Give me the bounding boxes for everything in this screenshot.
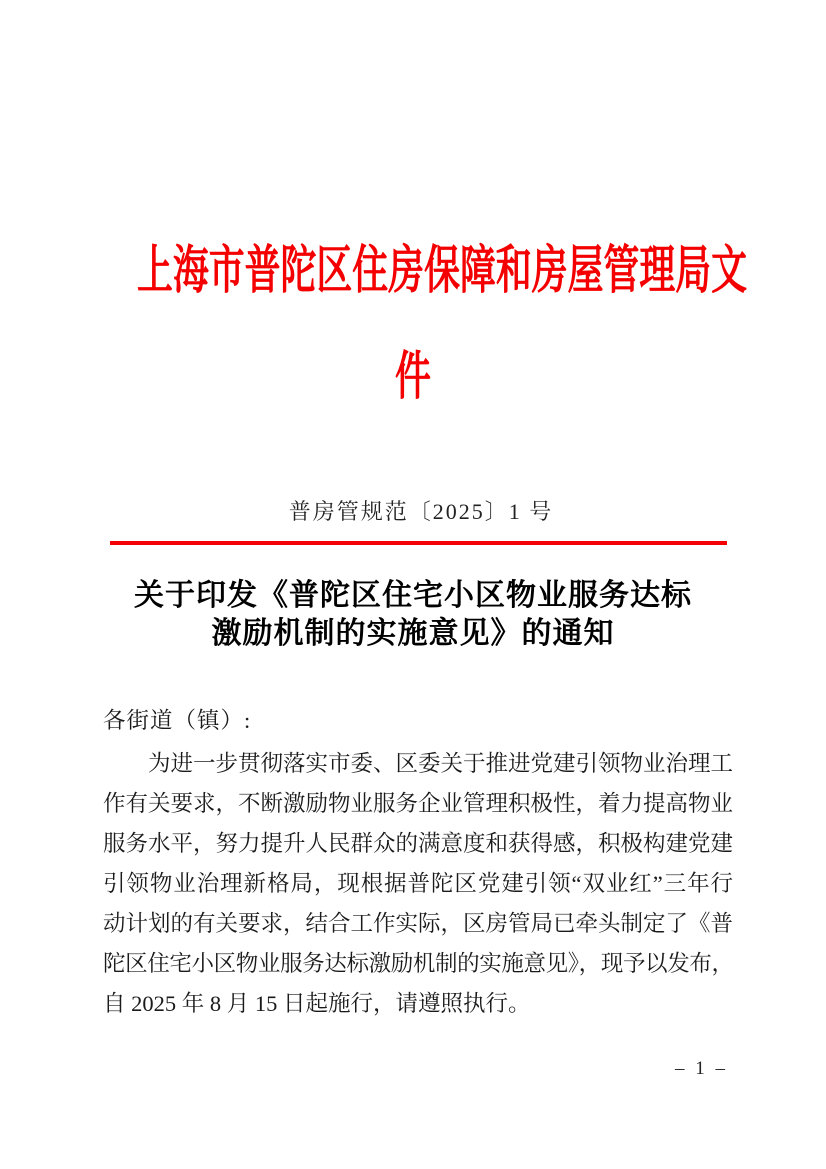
agency-title-line-2 [0,347,826,407]
paragraph-line: 服务水平，努力提升人民群众的满意度和获得感，积极构建党建 [103,831,734,856]
paragraph-line: 自 2025 年 8 月 15 日起施行，请遵照执行。 [103,991,531,1016]
paragraph-line: 作有关要求，不断激励物业服务企业管理积极性，着力提高物业 [103,791,734,816]
paragraph-line: 动计划的有关要求，结合工作实际，区房管局已牵头制定了《普 [103,911,734,936]
paragraph-line: 引领物业治理新格局，现根据普陀区党建引领“双业红”三年行 [103,871,733,896]
subject-title [0,577,826,653]
document-number: 普房管规范〔2025〕1 号 [288,499,554,524]
page-number: – 1 – [675,1058,728,1079]
agency-title-line-1-text: 上海市普陀区住房保障和房屋管理局文 [137,242,747,300]
body-paragraph [103,744,733,1024]
salutation: 各街道（镇）: [103,708,252,733]
subject-title-line-2: 激励机制的实施意见》的通知 [211,617,615,650]
agency-title-line-1 [0,241,826,301]
paragraph-line: 为进一步贯彻落实市委、区委关于推进党建引领物业治理工 [148,751,734,776]
agency-title-line-2-text: 件 [395,348,431,406]
subject-title-line-1: 关于印发《普陀区住宅小区物业服务达标 [134,579,692,612]
paragraph-line: 陀区住宅小区物业服务达标激励机制的实施意见》，现予以发布， [103,951,733,976]
red-separator-rule [110,541,727,545]
